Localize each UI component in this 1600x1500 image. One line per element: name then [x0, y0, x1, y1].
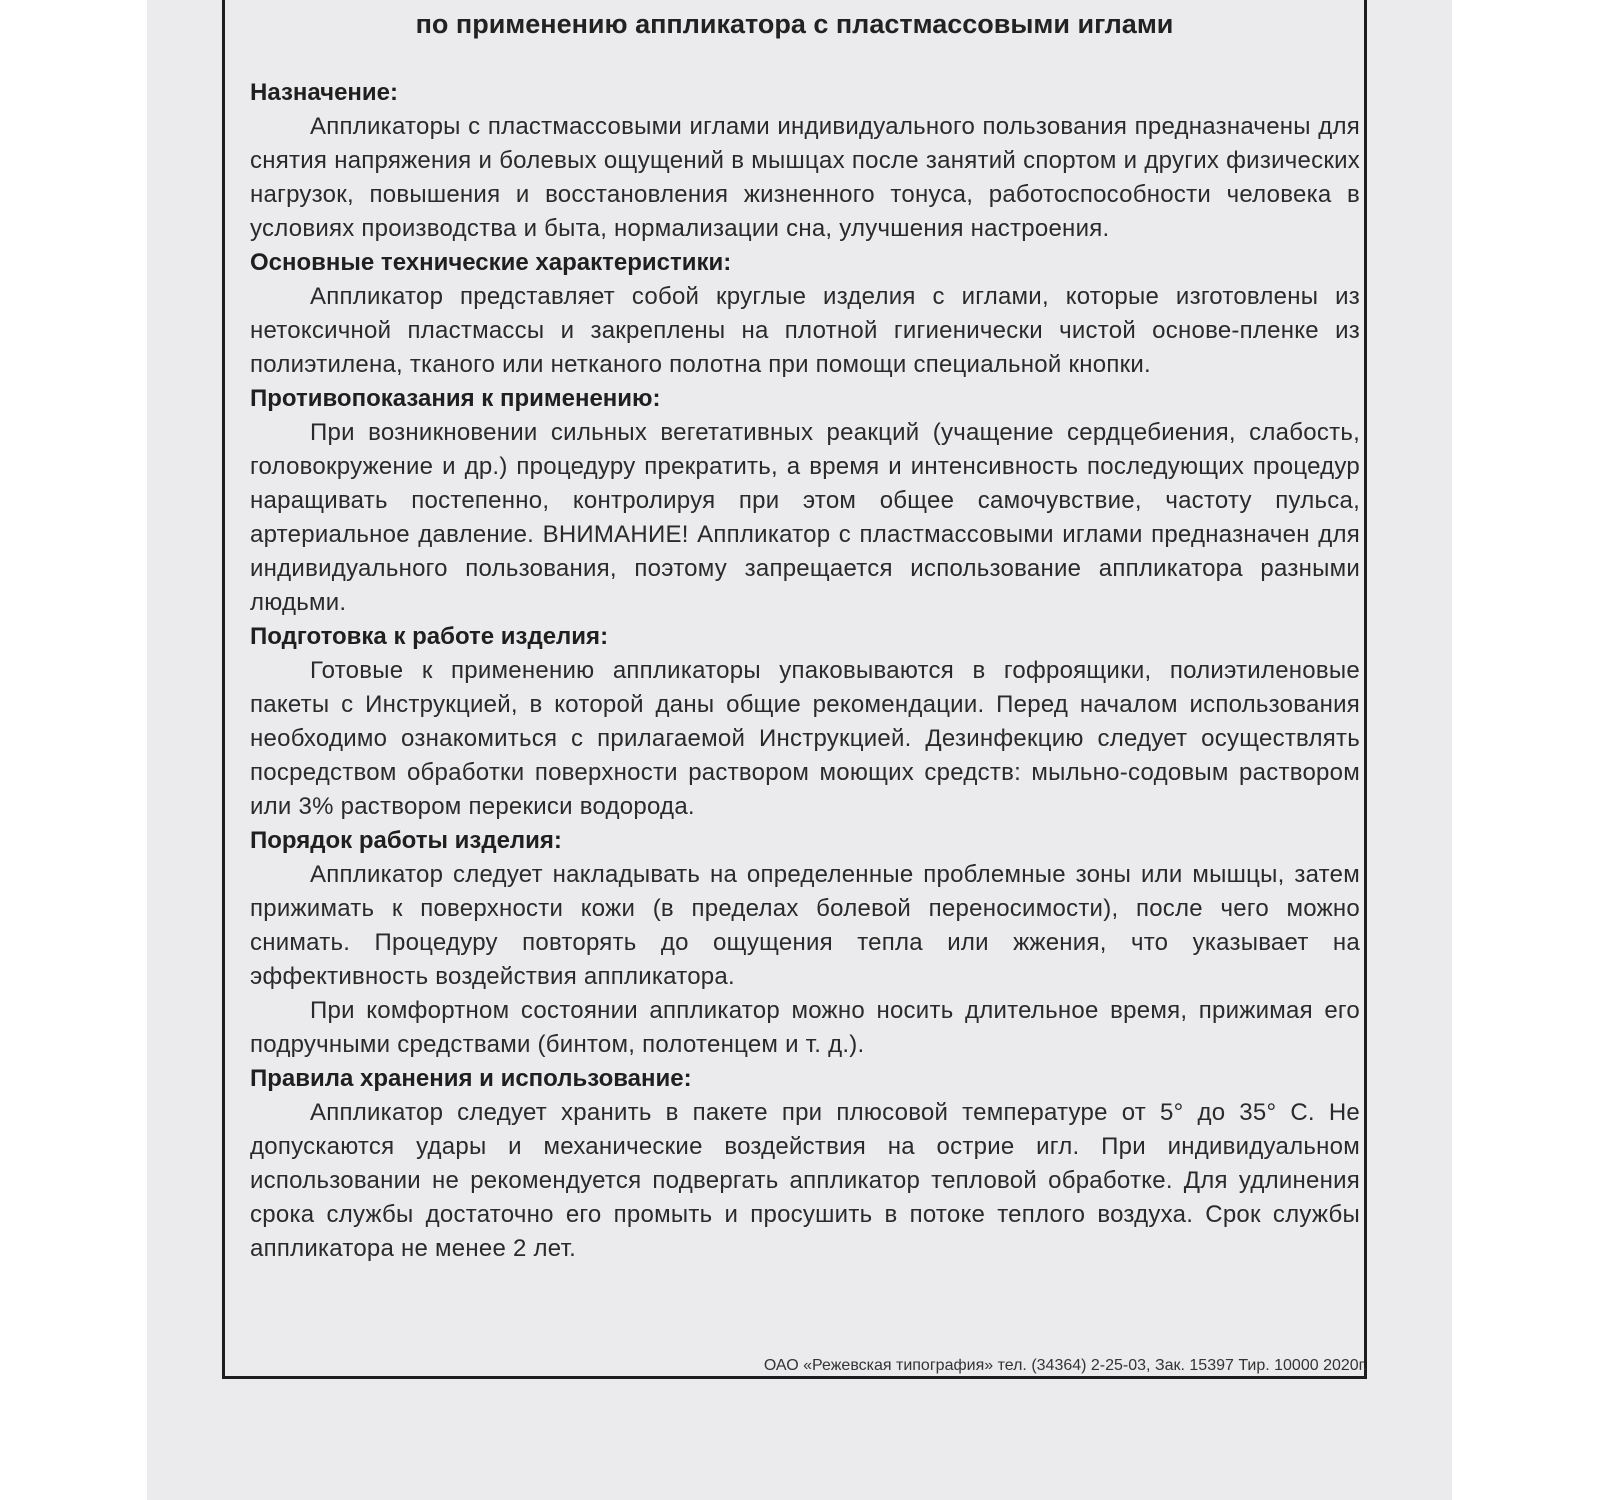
printer-imprint: ОАО «Режевская типография» тел. (34364) 2-25-03, Зак. 15397 Тир. 10000 2020г. — [763, 1357, 1367, 1374]
section-heading: Правила хранения и использование: — [250, 1065, 692, 1092]
section-paragraph: Аппликатор представляет собой круглые изделия с иглами, которые изготовлены из нетоксичной пластмассы и закреплены на плотной гигиенически чистой основе-пленке из полиэтилена, тканого или нетканого полотна при помощи специальной кнопки. — [250, 283, 1360, 378]
section-heading: Подготовка к работе изделия: — [250, 623, 609, 650]
section-paragraph: Аппликатор следует накладывать на определенные проблемные зоны или мышцы, затем прижимать к поверхности кожи (в пределах болевой переносимости), после чего можно снимать. Процедуру повторять до ощущения тепла или жжения, что указывает на эффективность воздействия аппликатора. — [250, 861, 1360, 990]
section-paragraph: При возникновении сильных вегетативных реакций (учащение сердцебиения, слабость, головокружение и др.) процедуру прекратить, а время и интенсивность последующих процедур наращивать постепенно, контролируя при этом общее самочувствие, частоту пульса, артериальное давление. ВНИМАНИЕ! Аппликатор с пластмассовыми иглами предназначен для индивидуального пользования, поэтому запрещается использование аппликатора разными людьми. — [250, 419, 1360, 616]
section-specifications — [250, 246, 1360, 382]
section-paragraph: При комфортном состоянии аппликатор можно носить длительное время, прижимая его подручными средствами (бинтом, полотенцем и т. д.). — [250, 997, 1360, 1058]
section-paragraph: Аппликаторы с пластмассовыми иглами индивидуального пользования предназначены для снятия напряжения и болевых ощущений в мышцах после занятий спортом и других физических нагрузок, повышения и восстановления жизненного тонуса, работоспособности человека в условиях производства и быта, нормализации сна, улучшения настроения. — [250, 113, 1360, 242]
section-heading: Назначение: — [250, 79, 399, 106]
section-paragraph: Готовые к применению аппликаторы упаковываются в гофроящики, полиэтиленовые пакеты с Инструкцией, в которой даны общие рекомендации. Перед началом использования необходимо ознакомиться с прилагаемой Инструкцией. Дезинфекцию следует осуществлять посредством обработки поверхности раствором моющих средств: мыльно-содовым раствором или 3% раствором перекиси водорода. — [250, 657, 1360, 820]
section-heading: Основные технические характеристики: — [250, 249, 732, 276]
section-heading: Порядок работы изделия: — [250, 827, 562, 854]
section-purpose — [250, 76, 1360, 246]
section-heading: Противопоказания к применению: — [250, 385, 661, 412]
section-operation — [250, 824, 1360, 1062]
document-body — [250, 76, 1360, 1266]
section-storage — [250, 1062, 1360, 1266]
section-preparation — [250, 620, 1360, 824]
section-paragraph: Аппликатор следует хранить в пакете при плюсовой температуре от 5° до 35° С. Не допускаются удары и механические воздействия на острие игл. При индивидуальном использовании не рекомендуется подвергать аппликатор тепловой обработке. Для удлинения срока службы достаточно его промыть и просушить в потоке теплого воздуха. Срок службы аппликатора не менее 2 лет. — [250, 1099, 1360, 1262]
document-title: по применению аппликатора с пластмассовыми иглами — [415, 9, 1174, 39]
section-contraindications — [250, 382, 1360, 620]
